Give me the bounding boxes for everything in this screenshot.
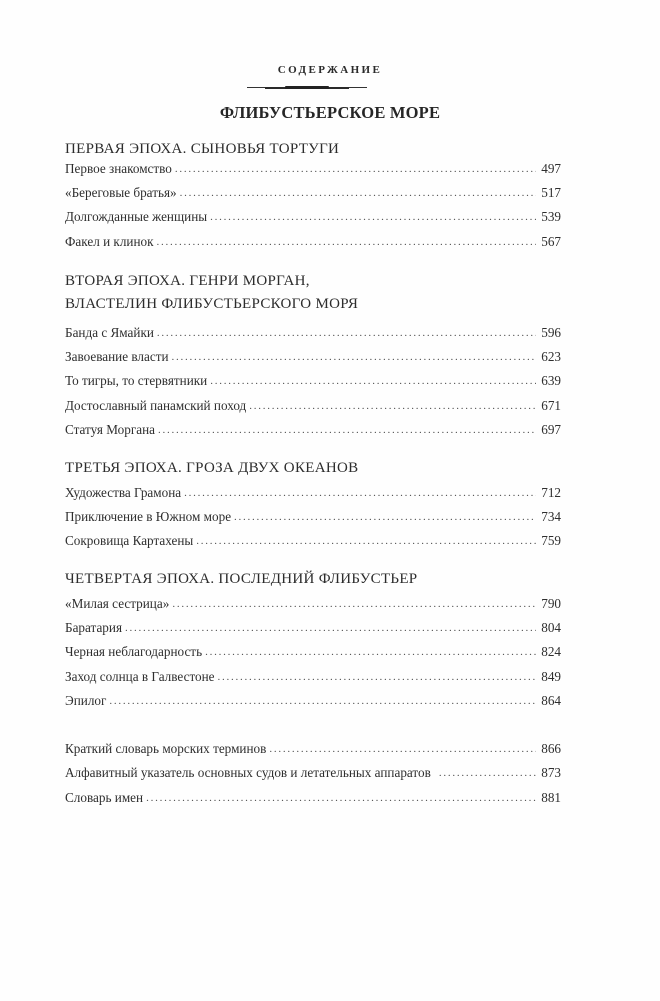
entry-title: «Береговые братья» xyxy=(65,185,177,200)
ornament-thick-line xyxy=(285,86,329,89)
toc-entry[interactable] xyxy=(65,207,561,227)
entry-title: Завоевание власти xyxy=(65,349,169,364)
entry-title: Статуя Моргана xyxy=(65,422,156,437)
toc-entry[interactable] xyxy=(65,507,561,527)
running-head: СОДЕРЖАНИЕ xyxy=(277,64,383,76)
entry-page-number: 804 xyxy=(541,620,561,635)
entry-page-number: 849 xyxy=(541,669,561,684)
toc-entry[interactable] xyxy=(65,642,561,662)
dot-leader xyxy=(210,207,536,227)
dot-leader xyxy=(146,788,536,808)
section-heading: ПЕРВАЯ ЭПОХА. СЫНОВЬЯ ТОРТУГИ xyxy=(65,141,340,157)
toc-entry[interactable] xyxy=(65,371,561,391)
entry-title: Словарь имен xyxy=(65,790,144,805)
toc-entry[interactable] xyxy=(65,159,561,179)
entry-page-number: 539 xyxy=(541,209,561,224)
entry-title: Баратария xyxy=(65,620,123,635)
entry-title: То тигры, то стервятники xyxy=(65,373,208,388)
entry-title: «Милая сестрица» xyxy=(65,596,170,611)
back-matter-entry[interactable] xyxy=(65,788,561,808)
toc-entry[interactable] xyxy=(65,691,561,711)
dot-leader xyxy=(196,531,536,551)
dot-leader xyxy=(157,323,536,343)
entry-page-number: 864 xyxy=(541,693,561,708)
dot-leader xyxy=(249,396,536,416)
entry-title: Приключение в Южном море xyxy=(65,509,232,524)
entry-title: Долгожданные женщины xyxy=(65,209,208,224)
entry-page-number: 734 xyxy=(541,509,561,524)
entry-page-number: 873 xyxy=(541,765,561,780)
entry-title: Сокровища Картахены xyxy=(65,533,194,548)
toc-entry[interactable] xyxy=(65,323,561,343)
back-matter-entry[interactable] xyxy=(65,739,561,759)
entry-title: Первое знакомство xyxy=(65,161,172,176)
toc-entry[interactable] xyxy=(65,183,561,203)
entry-title: Алфавитный указатель основных судов и летательных аппаратов xyxy=(65,765,431,780)
toc-entry[interactable] xyxy=(65,396,561,416)
entry-page-number: 567 xyxy=(541,234,561,249)
toc-entry[interactable] xyxy=(65,594,561,614)
ornament-divider xyxy=(247,86,367,89)
toc-entry[interactable] xyxy=(65,531,561,551)
dot-leader xyxy=(172,594,536,614)
entry-title: Достославный панамский поход xyxy=(65,398,247,413)
entry-title: Банда с Ямайки xyxy=(65,325,154,340)
dot-leader xyxy=(269,739,536,759)
entry-page-number: 866 xyxy=(541,741,561,756)
entry-page-number: 759 xyxy=(541,533,561,548)
back-matter-entry[interactable] xyxy=(65,763,561,783)
entry-page-number: 639 xyxy=(541,373,561,388)
toc-entry[interactable] xyxy=(65,232,561,252)
toc-entry[interactable] xyxy=(65,618,561,638)
toc-entry[interactable] xyxy=(65,483,561,503)
entry-page-number: 712 xyxy=(541,485,561,500)
dot-leader xyxy=(109,691,536,711)
toc-entry[interactable] xyxy=(65,420,561,440)
dot-leader xyxy=(218,667,536,687)
entry-page-number: 596 xyxy=(541,325,561,340)
dot-leader xyxy=(205,642,536,662)
entry-title: Краткий словарь морских терминов xyxy=(65,741,267,756)
dot-leader xyxy=(210,371,536,391)
dot-leader xyxy=(158,420,536,440)
section-heading: ТРЕТЬЯ ЭПОХА. ГРОЗА ДВУХ ОКЕАНОВ xyxy=(65,460,359,476)
dot-leader xyxy=(157,232,536,252)
entry-title: Факел и клинок xyxy=(65,234,154,249)
entry-title: Черная неблагодарность xyxy=(65,644,203,659)
section-heading-continued: ВЛАСТЕЛИН ФЛИБУСТЬЕРСКОГО МОРЯ xyxy=(65,296,359,312)
dot-leader xyxy=(172,347,536,367)
dot-leader xyxy=(125,618,536,638)
entry-page-number: 517 xyxy=(541,185,561,200)
section-heading: ВТОРАЯ ЭПОХА. ГЕНРИ МОРГАН, xyxy=(65,273,310,289)
dot-leader xyxy=(184,483,536,503)
toc-entry[interactable] xyxy=(65,667,561,687)
entry-title: Художества Грамона xyxy=(65,485,182,500)
entry-page-number: 497 xyxy=(541,161,561,176)
entry-page-number: 824 xyxy=(541,644,561,659)
entry-title: Эпилог xyxy=(65,693,107,708)
toc-entry[interactable] xyxy=(65,347,561,367)
entry-page-number: 881 xyxy=(541,790,561,805)
section-heading: ЧЕТВЕРТАЯ ЭПОХА. ПОСЛЕДНИЙ ФЛИБУСТЬЕР xyxy=(65,571,418,587)
entry-page-number: 697 xyxy=(541,422,561,437)
entry-page-number: 790 xyxy=(541,596,561,611)
dot-leader xyxy=(234,507,536,527)
entry-page-number: 623 xyxy=(541,349,561,364)
book-title: ФЛИБУСТЬЕРСКОЕ МОРЕ xyxy=(219,103,441,122)
entry-page-number: 671 xyxy=(541,398,561,413)
dot-leader xyxy=(180,183,536,203)
entry-title: Заход солнца в Галвестоне xyxy=(65,669,215,684)
dot-leader xyxy=(175,159,536,179)
dot-leader xyxy=(439,763,536,783)
